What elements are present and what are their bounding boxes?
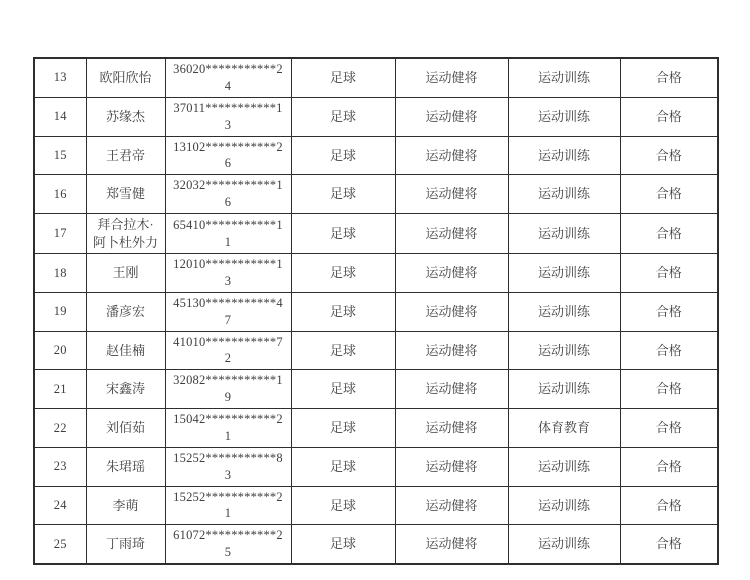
cell-result: 合格 (620, 136, 718, 175)
cell-row-number: 13 (34, 58, 86, 97)
table-row (34, 58, 718, 97)
cell-id-number: 41010***********72 (165, 331, 291, 370)
cell-athlete-name: 李萌 (86, 486, 165, 525)
cell-id-number: 32082***********19 (165, 370, 291, 409)
cell-row-number: 17 (34, 214, 86, 254)
cell-sport-grade: 运动健将 (395, 214, 508, 254)
cell-result: 合格 (620, 409, 718, 448)
cell-sport: 足球 (291, 525, 395, 564)
cell-major: 运动训练 (508, 214, 620, 254)
cell-id-number: 13102***********26 (165, 136, 291, 175)
cell-sport: 足球 (291, 370, 395, 409)
cell-row-number: 22 (34, 409, 86, 448)
cell-sport-grade: 运动健将 (395, 254, 508, 293)
cell-athlete-name: 欧阳欣怡 (86, 58, 165, 97)
cell-major: 运动训练 (508, 292, 620, 331)
cell-result: 合格 (620, 525, 718, 564)
table-row (34, 447, 718, 486)
cell-row-number: 23 (34, 447, 86, 486)
cell-result: 合格 (620, 58, 718, 97)
cell-row-number: 14 (34, 97, 86, 136)
cell-sport-grade: 运动健将 (395, 486, 508, 525)
cell-sport: 足球 (291, 175, 395, 214)
cell-result: 合格 (620, 486, 718, 525)
cell-athlete-name: 拜合拉木·阿卜杜外力 (86, 214, 165, 254)
cell-sport: 足球 (291, 214, 395, 254)
cell-athlete-name: 潘彦宏 (86, 292, 165, 331)
cell-sport-grade: 运动健将 (395, 370, 508, 409)
cell-result: 合格 (620, 447, 718, 486)
table-body (34, 58, 718, 564)
cell-sport-grade: 运动健将 (395, 331, 508, 370)
cell-sport-grade: 运动健将 (395, 409, 508, 448)
cell-major: 运动训练 (508, 136, 620, 175)
cell-sport-grade: 运动健将 (395, 175, 508, 214)
table-row (34, 136, 718, 175)
cell-id-number: 45130***********47 (165, 292, 291, 331)
athlete-roster-table (33, 57, 719, 565)
cell-id-number: 65410***********11 (165, 214, 291, 254)
cell-major: 运动训练 (508, 58, 620, 97)
cell-result: 合格 (620, 292, 718, 331)
cell-row-number: 15 (34, 136, 86, 175)
cell-id-number: 12010***********13 (165, 254, 291, 293)
cell-athlete-name: 刘佰茹 (86, 409, 165, 448)
cell-athlete-name: 王刚 (86, 254, 165, 293)
cell-result: 合格 (620, 254, 718, 293)
table-row (34, 292, 718, 331)
cell-id-number: 15252***********21 (165, 486, 291, 525)
cell-row-number: 20 (34, 331, 86, 370)
cell-major: 运动训练 (508, 175, 620, 214)
cell-result: 合格 (620, 370, 718, 409)
cell-sport: 足球 (291, 136, 395, 175)
cell-sport-grade: 运动健将 (395, 525, 508, 564)
cell-id-number: 15252***********83 (165, 447, 291, 486)
table-row (34, 331, 718, 370)
cell-sport: 足球 (291, 254, 395, 293)
cell-major: 运动训练 (508, 331, 620, 370)
cell-major: 运动训练 (508, 254, 620, 293)
cell-athlete-name: 朱珺瑶 (86, 447, 165, 486)
cell-major: 运动训练 (508, 447, 620, 486)
cell-result: 合格 (620, 175, 718, 214)
cell-major: 运动训练 (508, 486, 620, 525)
cell-sport: 足球 (291, 58, 395, 97)
table-row (34, 175, 718, 214)
cell-athlete-name: 宋鑫涛 (86, 370, 165, 409)
cell-row-number: 19 (34, 292, 86, 331)
cell-sport-grade: 运动健将 (395, 97, 508, 136)
cell-id-number: 15042***********21 (165, 409, 291, 448)
cell-id-number: 32032***********16 (165, 175, 291, 214)
table-row (34, 409, 718, 448)
table-row (34, 525, 718, 564)
cell-row-number: 24 (34, 486, 86, 525)
cell-id-number: 37011***********13 (165, 97, 291, 136)
cell-row-number: 25 (34, 525, 86, 564)
cell-row-number: 21 (34, 370, 86, 409)
cell-athlete-name: 赵佳楠 (86, 331, 165, 370)
cell-sport-grade: 运动健将 (395, 447, 508, 486)
cell-sport: 足球 (291, 292, 395, 331)
cell-row-number: 18 (34, 254, 86, 293)
cell-sport: 足球 (291, 447, 395, 486)
cell-sport-grade: 运动健将 (395, 136, 508, 175)
table-row (34, 214, 718, 254)
cell-result: 合格 (620, 97, 718, 136)
cell-id-number: 61072***********25 (165, 525, 291, 564)
cell-sport: 足球 (291, 97, 395, 136)
cell-sport: 足球 (291, 486, 395, 525)
table-row (34, 97, 718, 136)
cell-athlete-name: 郑雪健 (86, 175, 165, 214)
cell-athlete-name: 丁雨琦 (86, 525, 165, 564)
cell-result: 合格 (620, 214, 718, 254)
cell-sport: 足球 (291, 409, 395, 448)
cell-athlete-name: 苏缘杰 (86, 97, 165, 136)
cell-major: 运动训练 (508, 97, 620, 136)
cell-sport-grade: 运动健将 (395, 292, 508, 331)
cell-athlete-name: 王君帝 (86, 136, 165, 175)
cell-sport: 足球 (291, 331, 395, 370)
cell-id-number: 36020***********24 (165, 58, 291, 97)
cell-major: 体育教育 (508, 409, 620, 448)
cell-row-number: 16 (34, 175, 86, 214)
table-row (34, 254, 718, 293)
table-row (34, 370, 718, 409)
cell-major: 运动训练 (508, 525, 620, 564)
cell-result: 合格 (620, 331, 718, 370)
table-row (34, 486, 718, 525)
cell-sport-grade: 运动健将 (395, 58, 508, 97)
cell-major: 运动训练 (508, 370, 620, 409)
